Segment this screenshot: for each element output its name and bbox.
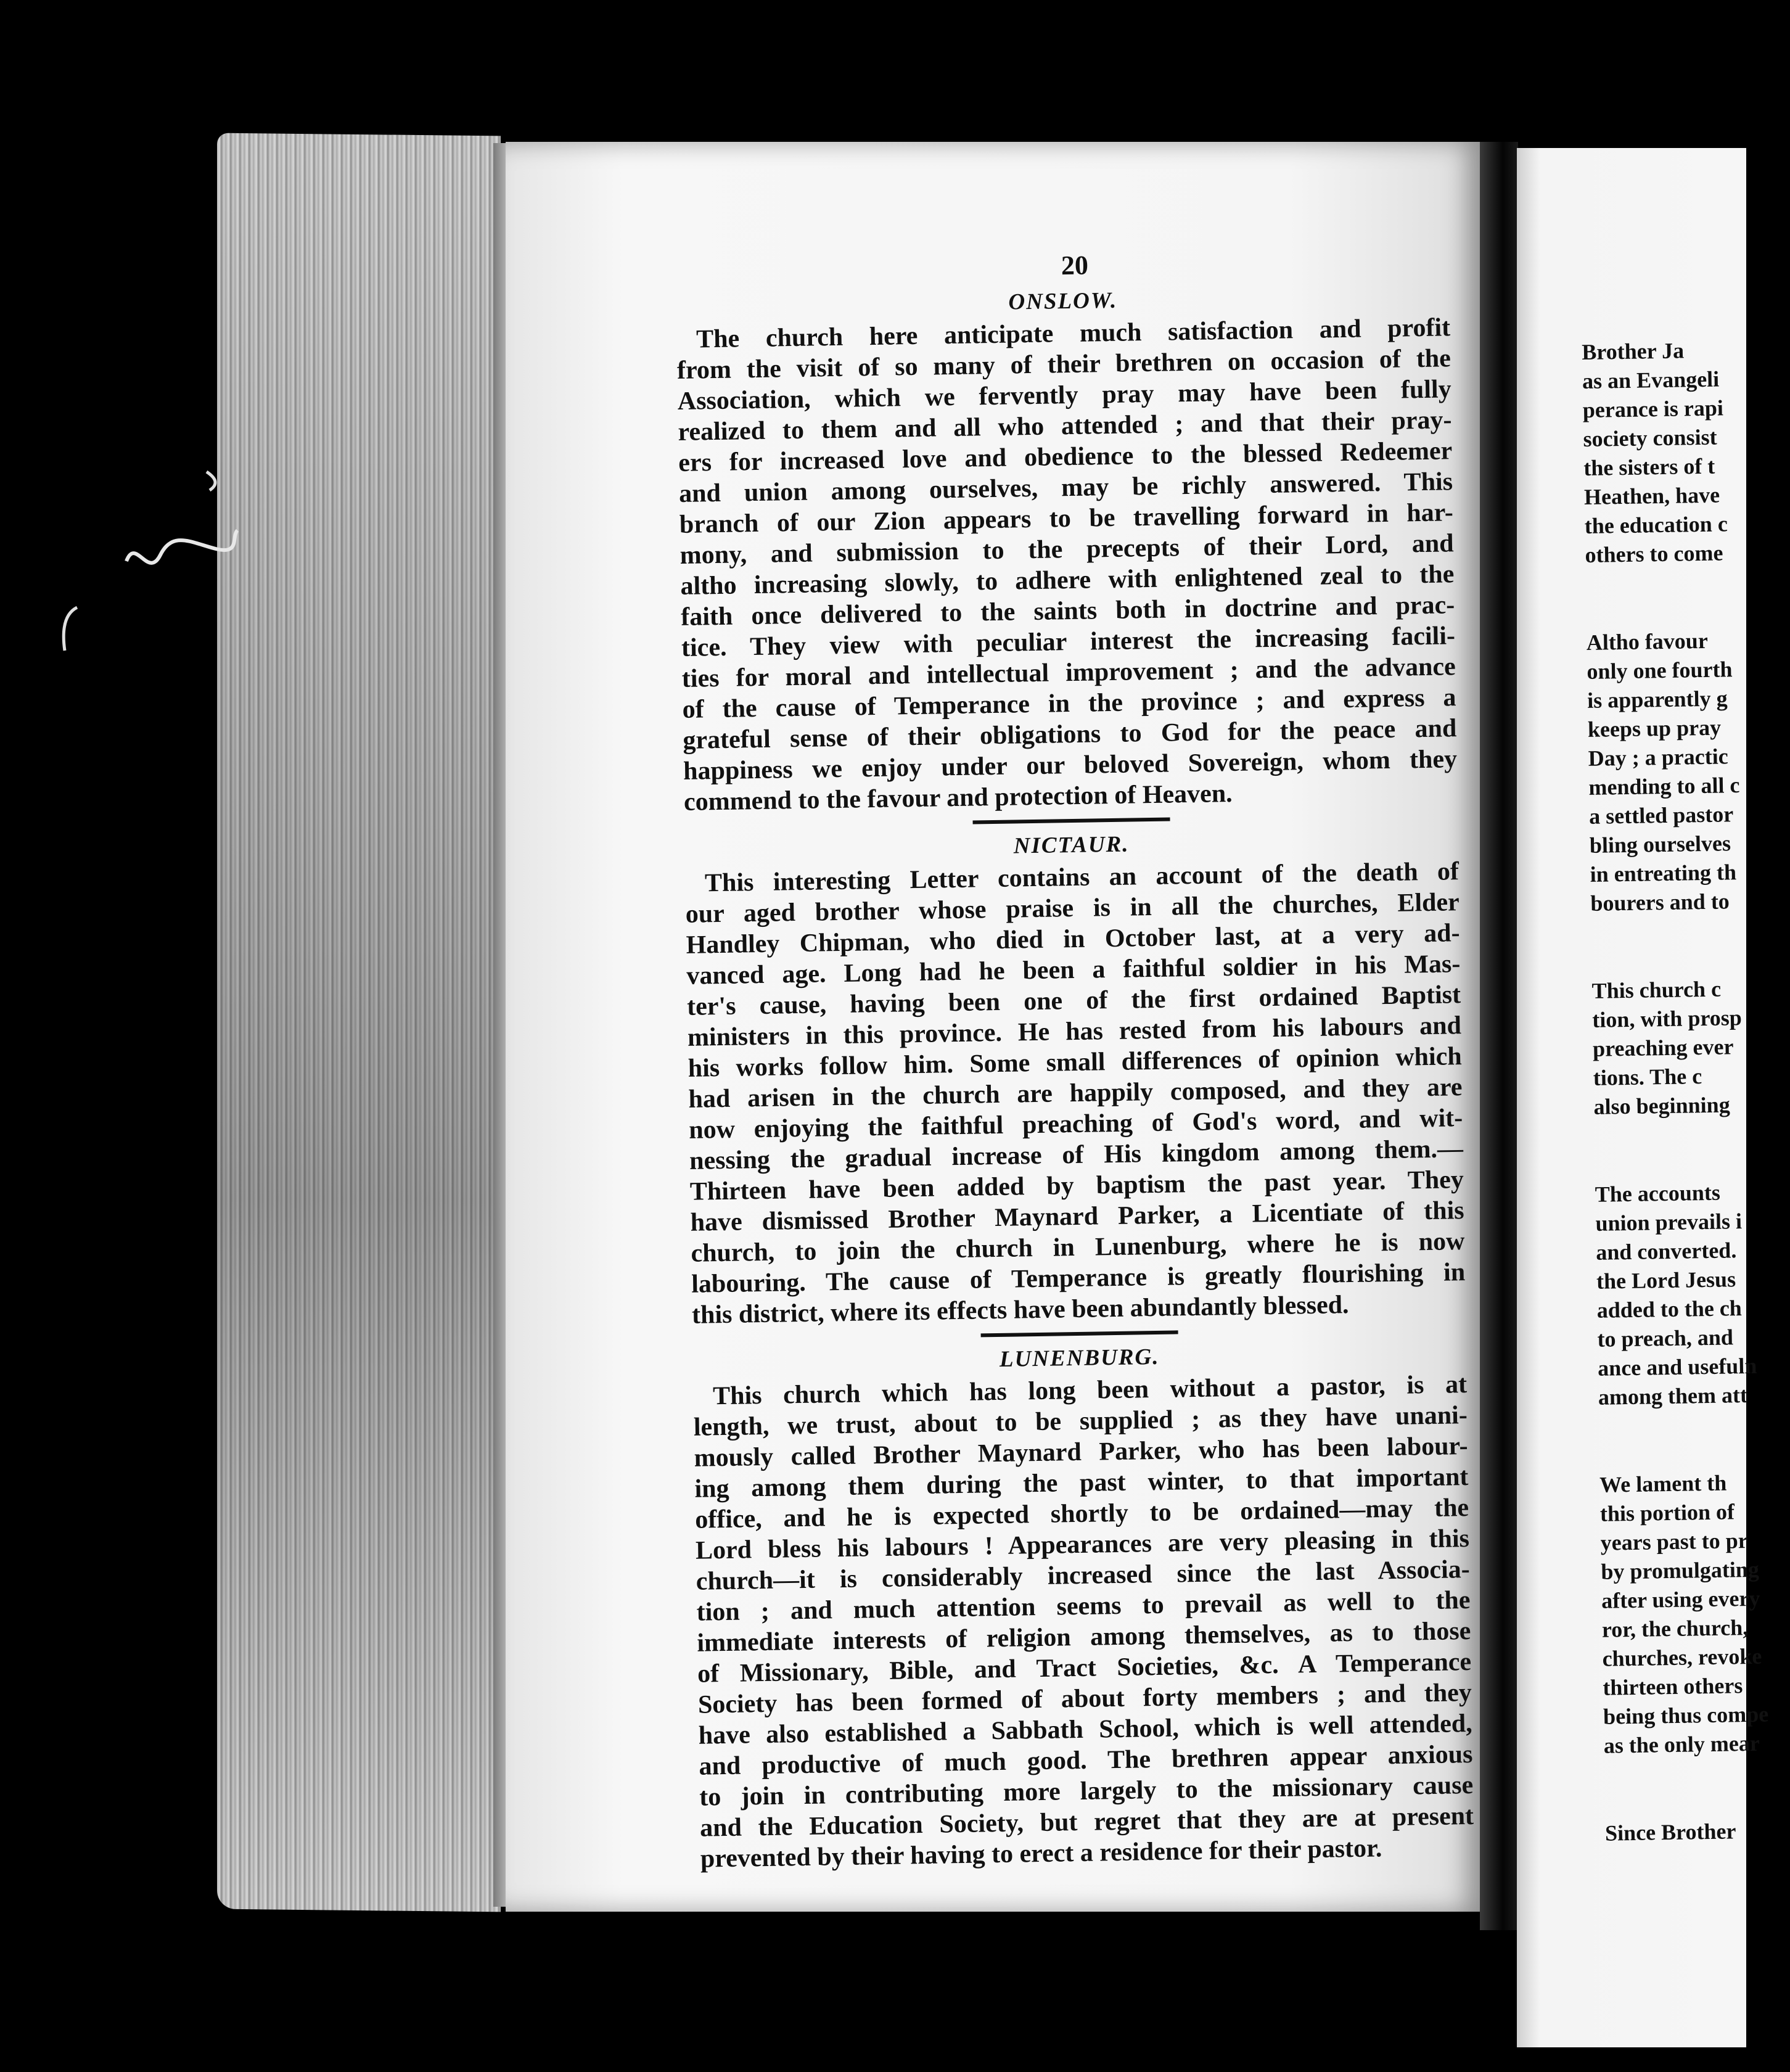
right-page-line: being thus compe <box>1603 1701 1769 1729</box>
text-line: this district, where its effects have been abundantly blessed. <box>691 1291 1349 1330</box>
right-page-line: bling ourselves <box>1589 831 1731 858</box>
right-page-line: We lament th <box>1599 1470 1727 1497</box>
right-page-line: Brother Ja <box>1582 338 1685 364</box>
right-page-line: among them att <box>1598 1382 1748 1410</box>
right-page-line: is apparently g <box>1587 686 1728 713</box>
film-scratch-mark <box>203 469 222 493</box>
right-page-line: Day ; a practic <box>1588 744 1728 771</box>
left-page-text <box>675 240 1474 1874</box>
text-line: This interesting Letter contains an account of the death of <box>704 857 1460 898</box>
text-line: commend to the favour and protection of Heaven. <box>683 779 1233 816</box>
text-line: labouring. The cause of Temperance is greatly flourishing in <box>691 1258 1466 1299</box>
section-divider <box>980 1330 1178 1337</box>
paragraph-gap <box>1585 567 1771 628</box>
text-line: tice. They view with peculiar interest the increasing facili- <box>681 622 1456 662</box>
text-line: ing among them during the past winter, to that important <box>694 1463 1469 1503</box>
text-line: have also established a Sabbath School, which is well attended, <box>698 1709 1472 1750</box>
text-line: of Missionary, Bible, and Tract Societies, &c. A Temperance <box>697 1648 1472 1688</box>
text-line: mony, and submission to the precepts of their Lord, and <box>679 529 1454 570</box>
text-line: ter's cause, having been one of the first ordained Baptist <box>686 980 1461 1021</box>
text-line: happiness we enjoy under our beloved Sovereign, whom they <box>683 745 1458 786</box>
text-line: have dismissed Brother Maynard Parker, a Licentiate of this <box>690 1196 1464 1237</box>
text-line: nessing the gradual increase of His kingdom among them.— <box>689 1135 1464 1175</box>
text-line: The church here anticipate much satisfaction and profit <box>696 313 1451 354</box>
text-line: mously called Brother Maynard Parker, who has been labour- <box>694 1432 1468 1473</box>
paragraph-gap <box>1604 1758 1789 1819</box>
right-page-line: thirteen others <box>1603 1673 1743 1700</box>
right-page-line: union prevails i <box>1595 1209 1743 1236</box>
text-line: altho increasing slowly, to adhere with enlightened zeal to the <box>680 560 1455 601</box>
right-page-line: this portion of <box>1599 1499 1735 1526</box>
paragraph-gap <box>1591 915 1776 977</box>
text-line: church, to join the church in Lunenburg, where he is now <box>691 1227 1465 1268</box>
text-line: and union among ourselves, may be richly answered. This <box>678 467 1453 508</box>
right-page-line: the sisters of t <box>1583 453 1715 480</box>
text-line: to join in contributing more largely to the missionary cause <box>699 1770 1474 1812</box>
text-line: Lord bless his labours ! Appearances are very pleasing in this <box>695 1524 1470 1565</box>
page-edges <box>217 133 501 1912</box>
text-line: branch of our Zion appears to be travelling forward in har- <box>679 498 1454 539</box>
right-page-line: in entreating th <box>1590 860 1737 887</box>
text-line: Handley Chipman, who died in October last, at a very ad- <box>686 919 1460 960</box>
section-heading: LUNENBURG. <box>999 1344 1160 1372</box>
text-line: faith once delivered to the saints both in doctrine and prac- <box>680 591 1455 631</box>
book-gutter <box>1480 142 1518 1930</box>
paragraph-gap <box>1598 1409 1784 1471</box>
text-line: now enjoying the faithful preaching of God's word, and wit- <box>688 1104 1463 1145</box>
text-line: from the visit of so many of their brethren on occasion of the <box>676 344 1451 385</box>
text-line: of the cause of Temperance in the province ; and express a <box>682 683 1456 724</box>
page-number: 20 <box>1061 250 1089 281</box>
right-page-line: Since Brother <box>1604 1819 1736 1846</box>
text-line: our aged brother whose praise is in all the churches, Elder <box>685 888 1460 929</box>
text-line: ministers in this province. He has rested from his labours and <box>687 1011 1462 1052</box>
right-page-line: as the only mear <box>1603 1730 1760 1758</box>
text-line: and the Education Society, but regret that they are at present <box>699 1801 1474 1843</box>
text-line: grateful sense of their obligations to God for the peace and <box>683 714 1457 755</box>
text-line: vanced age. Long had he been a faithful soldier in his Mas- <box>686 950 1461 990</box>
section-heading: ONSLOW. <box>1008 287 1118 315</box>
text-line: tion ; and much attention seems to prevail as well to the <box>696 1586 1471 1627</box>
text-line: Association, which we fervently pray may have been fully <box>677 375 1451 416</box>
right-page-line: added to the ch <box>1596 1296 1743 1323</box>
right-page-line: by promulgating <box>1601 1556 1760 1584</box>
right-page-line: to preach, and <box>1597 1325 1734 1352</box>
text-line: Thirteen have been added by baptism the past year. They <box>689 1166 1464 1206</box>
film-scratch-mark <box>123 524 240 586</box>
text-line: had arisen in the church are happily composed, and they are <box>688 1073 1463 1114</box>
right-page-line: keeps up pray <box>1587 715 1722 742</box>
right-page-text <box>1582 335 1790 1848</box>
right-page-line: the education c <box>1584 511 1728 538</box>
text-line: and productive of much good. The brethren appear anxious <box>699 1740 1473 1781</box>
text-line: immediate interests of religion among themselves, as to those <box>697 1617 1471 1658</box>
right-page-line: preaching ever <box>1592 1034 1734 1061</box>
right-page-line: ror, the church, <box>1601 1615 1749 1642</box>
right-page-line: as an Evangeli <box>1582 366 1720 393</box>
right-page-line: tion, with prosp <box>1592 1005 1743 1032</box>
text-line: This church which has long been without a pastor, is at <box>712 1370 1468 1411</box>
right-page-line: the Lord Jesus <box>1596 1267 1736 1294</box>
right-page-line: after using every <box>1601 1585 1760 1613</box>
right-page-line: mending to all c <box>1588 773 1740 800</box>
text-line: Society has been formed of about forty members ; and they <box>697 1678 1472 1719</box>
text-line: ers for increased love and obedience to the blessed Redeemer <box>678 437 1453 477</box>
text-line: his works follow him. Some small differences of opinion which <box>688 1042 1462 1083</box>
right-page-line: also beginning <box>1593 1092 1730 1119</box>
paragraph-gap <box>1594 1119 1780 1180</box>
text-line: ties for moral and intellectual improvement ; and the advance <box>681 652 1456 693</box>
text-line: office, and he is expected shortly to be ordained—may the <box>694 1494 1469 1534</box>
right-page-line: society consist <box>1583 424 1717 451</box>
right-page-line: tions. The c <box>1593 1064 1702 1090</box>
text-line: realized to them and all who attended ; and that their pray- <box>678 406 1452 446</box>
right-page-line: Heathen, have <box>1583 482 1720 509</box>
text-line: length, we trust, about to be supplied ; as they have unani- <box>693 1401 1468 1442</box>
film-scratch-mark <box>59 604 83 654</box>
right-page-line: years past to pr <box>1600 1528 1748 1555</box>
right-page-line: Altho favour <box>1586 628 1709 655</box>
right-page-line: a settled pastor <box>1588 802 1734 829</box>
right-page-line: others to come <box>1585 540 1723 567</box>
section-divider <box>972 818 1170 824</box>
right-page-line: only one fourth <box>1587 657 1733 684</box>
right-page-line: The accounts <box>1595 1180 1721 1207</box>
right-page-line: churches, revoke <box>1602 1643 1762 1671</box>
text-line: prevented by their having to erect a residence for their pastor. <box>700 1834 1382 1873</box>
right-page-line: ance and usefuln <box>1597 1353 1757 1381</box>
right-page-line: perance is rapi <box>1582 395 1724 422</box>
right-page-line: and converted. <box>1595 1238 1737 1265</box>
section-heading: NICTAUR. <box>1013 831 1130 859</box>
text-line: church—it is considerably increased since the last Associa- <box>696 1555 1471 1596</box>
right-page-line: bourers and to <box>1590 889 1730 916</box>
right-page-line: This church c <box>1591 976 1722 1003</box>
